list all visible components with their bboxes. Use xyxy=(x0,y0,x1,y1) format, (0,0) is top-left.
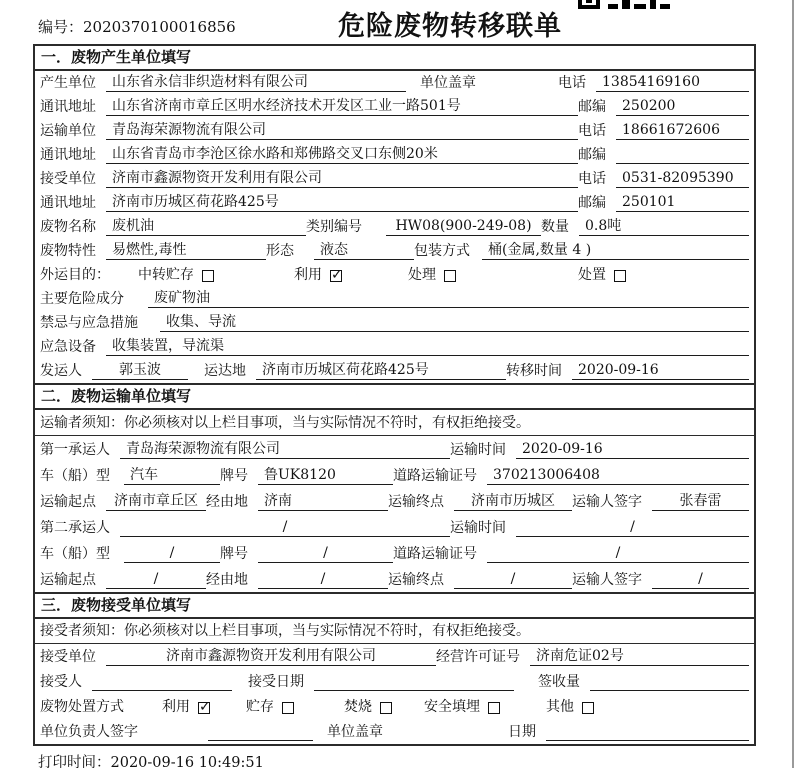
row-carrier1-vehicle xyxy=(35,462,754,488)
row-produce-unit xyxy=(35,71,754,95)
row-produce-addr xyxy=(35,95,754,119)
taboo-label: 禁忌与应急措施 xyxy=(40,315,138,331)
carrier2-end-label: 运输终点 xyxy=(388,572,444,588)
disposal-use-checkbox xyxy=(198,702,210,714)
category-label: 类别编号 xyxy=(306,219,362,235)
serial-label: 编号： xyxy=(38,18,84,36)
license-value: 济南危证02号 xyxy=(530,647,749,666)
row-carrier2-vehicle xyxy=(35,540,754,566)
page-title: 危险废物转移联单 xyxy=(338,11,562,42)
head-sign-value xyxy=(208,723,313,741)
carrier2-time-label: 运输时间 xyxy=(450,520,506,536)
date-label: 日期 xyxy=(508,724,536,740)
row-receiver xyxy=(35,669,754,694)
purpose-option-transfer-storage xyxy=(138,266,214,284)
form-value: 液态 xyxy=(314,241,414,260)
disposal-option-incinerate xyxy=(344,698,392,716)
disposal-label: 废物处置方式 xyxy=(40,699,124,715)
row-carrier1 xyxy=(35,436,754,462)
disposal-option-incinerate-label: 焚烧 xyxy=(344,699,372,715)
section1-header: 一．废物产生单位填写 xyxy=(35,46,754,71)
carrier2-sign-label: 运输人签字 xyxy=(572,572,642,588)
row-carrier2-route xyxy=(35,566,754,592)
produce-unit-label: 产生单位 xyxy=(40,75,96,91)
transfer-time-value: 2020-09-16 xyxy=(572,361,749,380)
row-carrier1-route xyxy=(35,488,754,514)
receive-date-label: 接受日期 xyxy=(248,674,304,690)
carrier1-plate-value: 鲁UK8120 xyxy=(258,466,393,485)
waste-name-value: 废机油 xyxy=(106,217,306,236)
transport-zip-label: 邮编 xyxy=(578,147,606,163)
form-label: 形态 xyxy=(266,243,294,259)
trait-label: 废物特性 xyxy=(40,243,96,259)
disposal-option-storage-label: 贮存 xyxy=(246,699,274,715)
sender-label: 发运人 xyxy=(40,363,82,379)
qr-code-fragment xyxy=(578,0,670,10)
disposal-option-other xyxy=(546,698,594,716)
row-transporter-notice xyxy=(35,410,754,436)
carrier1-end-value: 济南市历城区 xyxy=(454,492,572,511)
carrier1-sign-label: 运输人签字 xyxy=(572,494,642,510)
produce-unit-value: 山东省永信非织造材料有限公司 xyxy=(106,73,406,92)
row-receiver-notice xyxy=(35,619,754,644)
carrier2-via-label: 经由地 xyxy=(206,572,248,588)
row-receive-unit3 xyxy=(35,644,754,669)
receipt-qty-value xyxy=(590,673,749,691)
section-producer xyxy=(35,46,754,383)
transport-addr-value: 山东省青岛市李沧区徐水路和郑佛路交叉口东侧20米 xyxy=(106,145,578,164)
disposal-other-checkbox xyxy=(582,702,594,714)
purpose-option-treat-label: 处理 xyxy=(408,267,436,283)
carrier1-origin-label: 运输起点 xyxy=(40,494,96,510)
taboo-value: 收集、导流 xyxy=(160,313,749,332)
row-waste-name xyxy=(35,215,754,239)
carrier2-end-value: / xyxy=(454,570,572,589)
carrier1-end-label: 运输终点 xyxy=(388,494,444,510)
package-value: 桶(金属,数量 4 ) xyxy=(482,241,749,260)
produce-phone-value: 13854169160 xyxy=(596,73,749,92)
receive-zip-value: 250101 xyxy=(616,193,749,212)
carrier2-permit-label: 道路运输证号 xyxy=(393,546,477,562)
license-label: 经营许可证号 xyxy=(436,649,520,665)
equipment-label: 应急设备 xyxy=(40,339,96,355)
disposal-option-use-label: 利用 xyxy=(162,699,190,715)
receive-date-value xyxy=(314,673,514,691)
carrier1-vehicle-label: 车（船）型 xyxy=(40,468,110,484)
package-label: 包装方式 xyxy=(414,243,470,259)
carrier1-via-value: 济南 xyxy=(258,492,388,511)
equipment-value: 收集装置，导流渠 xyxy=(106,337,749,356)
disposal-option-other-label: 其他 xyxy=(546,699,574,715)
purpose-option-use-label: 利用 xyxy=(294,267,322,283)
row-transport-addr xyxy=(35,143,754,167)
carrier2-time-value: / xyxy=(516,518,749,537)
dest-value: 济南市历城区荷花路425号 xyxy=(256,361,506,380)
disposal-option-landfill xyxy=(424,698,500,716)
unit-seal-label: 单位盖章 xyxy=(420,75,476,91)
transport-addr-label: 通讯地址 xyxy=(40,147,96,163)
produce-zip-value: 250200 xyxy=(616,97,749,116)
disposal-storage-checkbox xyxy=(282,702,294,714)
carrier2-via-value: / xyxy=(258,570,388,589)
unit-seal3-label: 单位盖章 xyxy=(327,724,383,740)
row-taboo xyxy=(35,311,754,335)
carrier2-permit-value: / xyxy=(487,544,749,563)
dest-label: 运达地 xyxy=(204,363,246,379)
receive-phone-value: 0531-82095390 xyxy=(616,169,749,188)
produce-addr-label: 通讯地址 xyxy=(40,99,96,115)
produce-zip-label: 邮编 xyxy=(578,99,606,115)
print-time-value: 2020-09-16 10:49:51 xyxy=(110,755,264,768)
disposal-landfill-checkbox xyxy=(488,702,500,714)
purpose-label: 外运目的： xyxy=(40,267,110,283)
receiver-label: 接受人 xyxy=(40,674,82,690)
carrier2-sign-value: / xyxy=(652,570,749,589)
carrier2-vehicle-label: 车（船）型 xyxy=(40,546,110,562)
transport-phone-label: 电话 xyxy=(578,123,606,139)
receive-unit3-label: 接受单位 xyxy=(40,649,96,665)
section3-header: 三．废物接受单位填写 xyxy=(35,592,754,619)
receipt-qty-label: 签收量 xyxy=(538,674,580,690)
carrier1-permit-label: 道路运输证号 xyxy=(393,468,477,484)
carrier2-plate-value: / xyxy=(258,544,393,563)
carrier1-sign-value: 张春雷 xyxy=(652,492,749,511)
row-head-sign xyxy=(35,719,754,744)
produce-addr-value: 山东省济南市章丘区明水经济技术开发区工业一路501号 xyxy=(106,97,578,116)
produce-phone-label: 电话 xyxy=(558,75,586,91)
carrier1-vehicle-value: 汽车 xyxy=(124,466,220,485)
print-time-label: 打印时间： xyxy=(38,755,111,768)
carrier2-plate-label: 牌号 xyxy=(220,546,248,562)
head-sign-label: 单位负责人签字 xyxy=(40,724,138,740)
transport-zip-value xyxy=(616,146,749,164)
disposal-option-storage xyxy=(246,698,294,716)
transporter-notice-text: 运输者须知：你必须核对以上栏目事项，当与实际情况不符时，有权拒绝接受。 xyxy=(40,415,530,431)
section-receiver xyxy=(35,592,754,744)
trait-value: 易燃性,毒性 xyxy=(106,241,266,260)
row-hazard xyxy=(35,287,754,311)
purpose-treat-checkbox xyxy=(444,270,456,282)
carrier2-origin-label: 运输起点 xyxy=(40,572,96,588)
carrier2-vehicle-value: / xyxy=(124,544,220,563)
carrier2-origin-value: / xyxy=(106,570,206,589)
receive-addr-label: 通讯地址 xyxy=(40,195,96,211)
row-equipment xyxy=(35,335,754,359)
quantity-value: 0.8吨 xyxy=(579,217,749,236)
disposal-option-use xyxy=(162,698,210,716)
receive-addr-value: 济南市历城区荷花路425号 xyxy=(106,193,578,212)
hazard-label: 主要危险成分 xyxy=(40,291,124,307)
receive-unit3-value: 济南市鑫源物资开发利用有限公司 xyxy=(106,647,436,666)
carrier1-time-value: 2020-09-16 xyxy=(516,440,749,459)
row-disposal xyxy=(35,694,754,719)
carrier1-origin-value: 济南市章丘区 xyxy=(106,492,206,511)
disposal-option-landfill-label: 安全填埋 xyxy=(424,699,480,715)
row-transport-unit xyxy=(35,119,754,143)
manifest-form xyxy=(33,44,756,746)
carrier2-value: / xyxy=(120,518,450,537)
purpose-option-dispose-label: 处置 xyxy=(578,267,606,283)
print-time xyxy=(38,751,264,768)
hazard-value: 废矿物油 xyxy=(148,289,749,308)
receive-unit-value: 济南市鑫源物资开发利用有限公司 xyxy=(106,169,578,188)
receive-unit-label: 接受单位 xyxy=(40,171,96,187)
page-edge-line xyxy=(792,0,794,768)
receive-zip-label: 邮编 xyxy=(578,195,606,211)
row-carrier2 xyxy=(35,514,754,540)
row-waste-trait xyxy=(35,239,754,263)
row-purpose xyxy=(35,263,754,287)
section-transporter xyxy=(35,383,754,592)
receive-phone-label: 电话 xyxy=(578,171,606,187)
purpose-option-treat xyxy=(408,266,456,284)
transfer-time-label: 转移时间 xyxy=(506,363,562,379)
purpose-option-use xyxy=(294,266,342,284)
carrier1-permit-value: 370213006408 xyxy=(487,466,749,485)
row-receive-unit xyxy=(35,167,754,191)
transport-unit-label: 运输单位 xyxy=(40,123,96,139)
carrier1-label: 第一承运人 xyxy=(40,442,110,458)
carrier1-via-label: 经由地 xyxy=(206,494,248,510)
date-value xyxy=(546,723,749,741)
category-value: HW08(900-249-08) xyxy=(386,217,541,236)
transport-phone-value: 18661672606 xyxy=(616,121,749,140)
carrier1-time-label: 运输时间 xyxy=(450,442,506,458)
carrier1-plate-label: 牌号 xyxy=(220,468,248,484)
serial-number xyxy=(38,16,236,37)
purpose-dispose-checkbox xyxy=(614,270,626,282)
receiver-value xyxy=(92,673,232,691)
quantity-label: 数量 xyxy=(541,219,569,235)
purpose-use-checkbox xyxy=(330,270,342,282)
carrier2-label: 第二承运人 xyxy=(40,520,110,536)
carrier1-value: 青岛海荣源物流有限公司 xyxy=(120,440,450,459)
section2-header: 二．废物运输单位填写 xyxy=(35,383,754,410)
purpose-option-dispose xyxy=(578,266,626,284)
waste-name-label: 废物名称 xyxy=(40,219,96,235)
sender-value: 郭玉波 xyxy=(92,361,188,380)
disposal-incinerate-checkbox xyxy=(380,702,392,714)
purpose-option-transfer-storage-label: 中转贮存 xyxy=(138,267,194,283)
row-receive-addr xyxy=(35,191,754,215)
purpose-transfer-storage-checkbox xyxy=(202,270,214,282)
transport-unit-value: 青岛海荣源物流有限公司 xyxy=(106,121,578,140)
row-sender xyxy=(35,359,754,383)
serial-value: 2020370100016856 xyxy=(83,18,236,36)
receiver-notice-text: 接受者须知：你必须核对以上栏目事项，当与实际情况不符时，有权拒绝接受。 xyxy=(40,623,530,639)
